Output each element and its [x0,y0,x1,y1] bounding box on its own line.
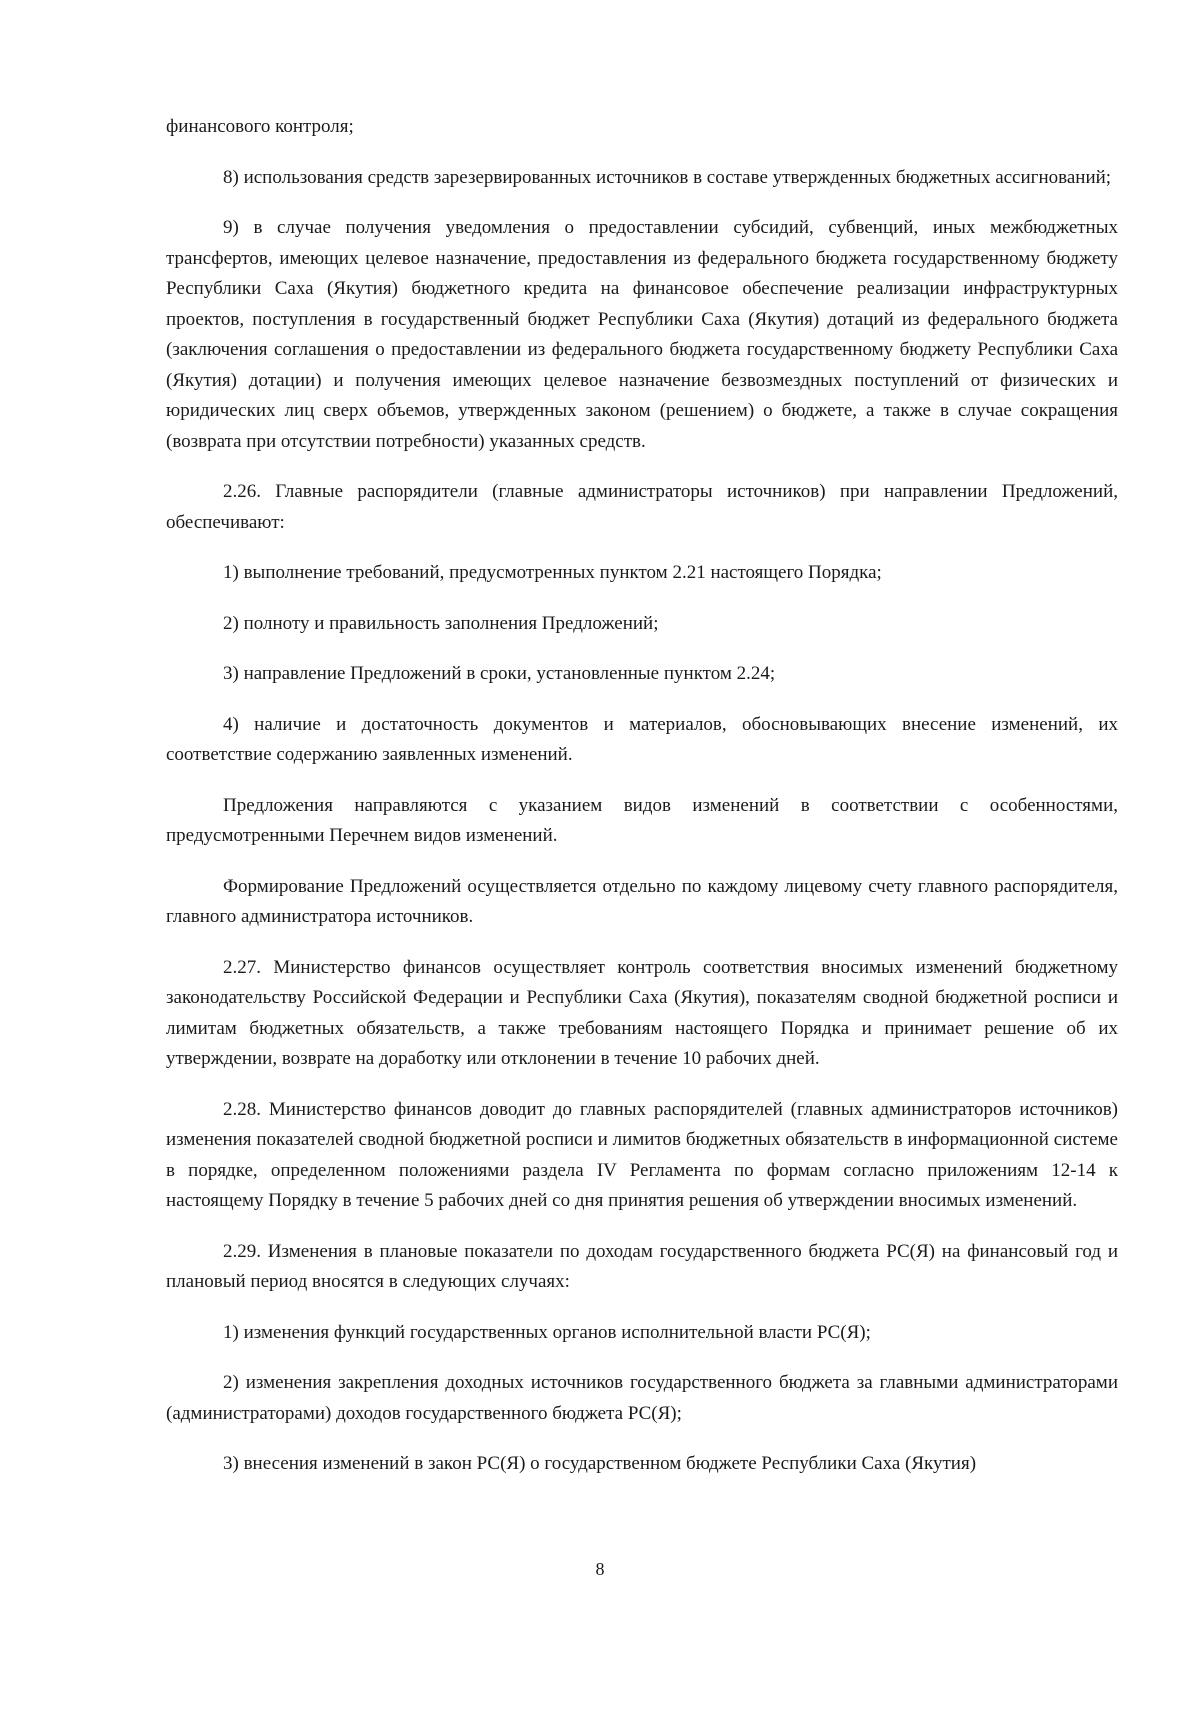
paragraph-2-29-item-2: 2) изменения закрепления доходных источников государственного бюджета за главными администраторами (администраторами) доходов государственного бюджета РС(Я); [166,1372,1118,1424]
paragraph-section-2-26: 2.26. Главные распорядители (главные администраторы источников) при направлении Предложений, обеспечивают: [166,481,1118,533]
paragraph-continuation: финансового контроля; [166,116,354,137]
document-body [166,112,1118,1500]
paragraph-2-26-item-4: 4) наличие и достаточность документов и материалов, обосновывающих внесение изменений, их соответствие содержанию заявленных изменений. [166,713,1118,765]
paragraph-item-9: 9) в случае получения уведомления о предоставлении субсидий, субвенций, иных межбюджетных трансфертов, имеющих целевое назначение, предоставления из федерального бюджета государственному бюджету Республики Саха (Якутия) бюджетного кредита на финансовое обеспечение реализации инфраструктурных проектов, поступления в государственный бюджет Республики Саха (Якутия) дотаций из федерального бюджета (заключения соглашения о предоставлении из федерального бюджета государственному бюджету Республики Саха (Якутия) дотации) и получения имеющих целевое назначение безвозмездных поступлений от физических и юридических лиц сверх объемов, утвержденных законом (решением) о бюджете, а также в случае сокращения (возврата при отсутствии потребности) указанных средств. [166,217,1118,452]
page-number: 8 [595,1559,605,1579]
paragraph-proposals-forming: Формирование Предложений осуществляется отдельно по каждому лицевому счету главного распорядителя, главного администратора источников. [166,875,1118,927]
paragraph-proposals-types: Предложения направляются с указанием видов изменений в соответствии с особенностями, предусмотренными Перечнем видов изменений. [166,794,1118,846]
paragraph-item-8: 8) использования средств зарезервированных источников в составе утвержденных бюджетных ассигнований; [223,166,1112,188]
paragraph-section-2-28: 2.28. Министерство финансов доводит до главных распорядителей (главных администраторов источников) изменения показателей сводной бюджетной росписи и лимитов бюджетных обязательств в информационной системе в порядке, определенном положениями раздела IV Регламента по формам согласно приложениям 12-14 к настоящему Порядку в течение 5 рабочих дней со дня принятия решения об утверждении вносимых изменений. [166,1098,1118,1211]
paragraph-2-26-item-1: 1) выполнение требований, предусмотренных пунктом 2.21 настоящего Порядка; [223,562,882,583]
paragraph-2-26-item-2: 2) полноту и правильность заполнения Предложений; [223,612,659,634]
paragraph-2-29-item-3: 3) внесения изменений в закон РС(Я) о государственном бюджете Республики Саха (Якутия) [223,1453,977,1474]
paragraph-section-2-29: 2.29. Изменения в плановые показатели по доходам государственного бюджета РС(Я) на финансовый год и плановый период вносятся в следующих случаях: [166,1240,1118,1292]
paragraph-2-26-item-3: 3) направление Предложений в сроки, установленные пунктом 2.24; [223,663,776,684]
paragraph-section-2-27: 2.27. Министерство финансов осуществляет контроль соответствия вносимых изменений бюджетному законодательству Российской Федерации и Республики Саха (Якутия), показателям сводной бюджетной росписи и лимитам бюджетных обязательств, а также требованиям настоящего Порядка и принимает решение об их утверждении, возврате на доработку или отклонении в течение 10 рабочих дней. [166,956,1118,1069]
paragraph-2-29-item-1: 1) изменения функций государственных органов исполнительной власти РС(Я); [223,1321,871,1343]
